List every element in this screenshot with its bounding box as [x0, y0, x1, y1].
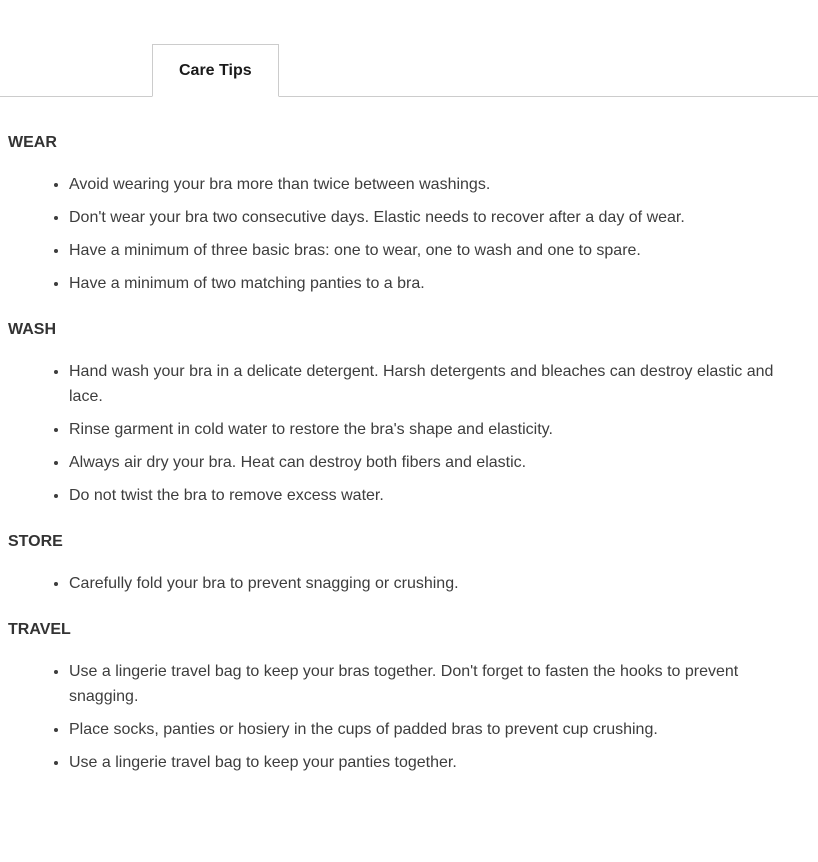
tab-bar [0, 44, 818, 97]
list-item: • Do not twist the bra to remove excess water. [69, 483, 774, 508]
section-heading: TRAVEL [8, 621, 71, 638]
section-heading: STORE [8, 533, 63, 550]
care-tips-page [0, 44, 818, 775]
list-item: • Use a lingerie travel bag to keep your bras together. Don't forget to fasten the hooks to prevent snagging. [69, 659, 774, 709]
tab-care-tips[interactable]: Care Tips [152, 44, 279, 97]
list-item: • Rinse garment in cold water to restore the bra's shape and elasticity. [69, 417, 774, 442]
care-tips-content [0, 97, 818, 775]
list-item: • Have a minimum of three basic bras: one to wear, one to wash and one to spare. [69, 238, 774, 263]
care-section [8, 533, 774, 596]
list-item: • Avoid wearing your bra more than twice between washings. [69, 172, 774, 197]
care-section [8, 134, 774, 296]
list-item: • Always air dry your bra. Heat can destroy both fibers and elastic. [69, 450, 774, 475]
care-section [8, 321, 774, 508]
list-item: • Have a minimum of two matching panties to a bra. [69, 271, 774, 296]
list-item: • Place socks, panties or hosiery in the cups of padded bras to prevent cup crushing. [69, 717, 774, 742]
section-heading: WASH [8, 321, 56, 338]
tips-list [8, 571, 774, 596]
tips-list [8, 659, 774, 775]
tips-list [8, 359, 774, 508]
list-item: • Hand wash your bra in a delicate detergent. Harsh detergents and bleaches can destroy elastic and lace. [69, 359, 774, 409]
tips-list [8, 172, 774, 296]
list-item: • Don't wear your bra two consecutive days. Elastic needs to recover after a day of wear. [69, 205, 774, 230]
list-item: • Use a lingerie travel bag to keep your panties together. [69, 750, 774, 775]
section-heading: WEAR [8, 134, 57, 151]
care-section [8, 621, 774, 775]
list-item: • Carefully fold your bra to prevent snagging or crushing. [69, 571, 774, 596]
